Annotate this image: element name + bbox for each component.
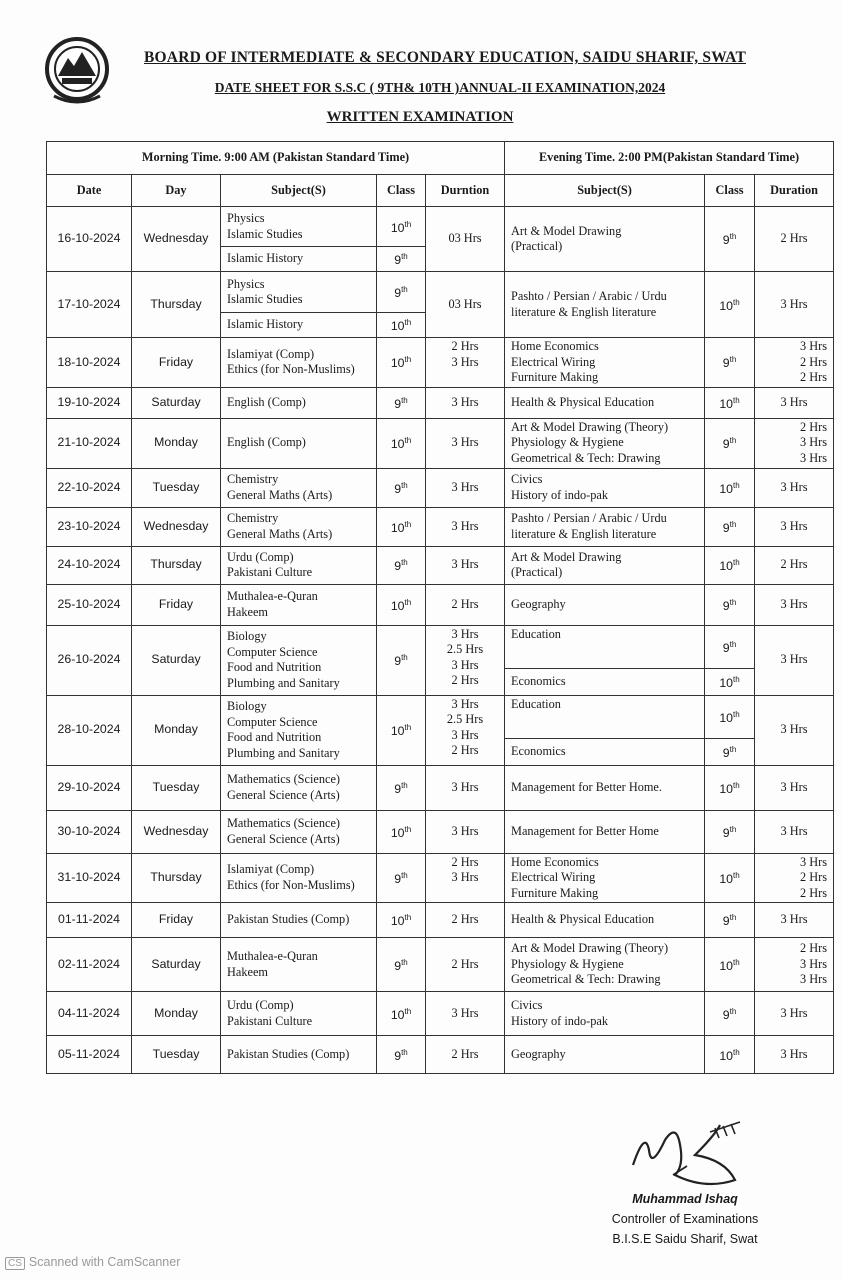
morning-class-cell: 9th (377, 765, 426, 810)
date-cell: 23-10-2024 (47, 507, 132, 546)
date-cell: 02-11-2024 (47, 938, 132, 992)
morning-subject-cell: Muthalea-e-Quran Hakeem (221, 584, 377, 625)
morning-subject-cell: Chemistry General Maths (Arts) (221, 468, 377, 507)
evening-subject-cell: Health & Physical Education (505, 387, 705, 418)
evening-class-cell: 10th (705, 853, 755, 903)
evening-class-cell: 9th (705, 207, 755, 272)
date-cell: 28-10-2024 (47, 695, 132, 765)
evening-duration-cell: 3 Hrs (755, 507, 834, 546)
table-row (47, 810, 834, 853)
evening-subject-cell: Education (505, 625, 705, 668)
morning-subject-cell: Biology Computer Science Food and Nutrition Plumbing and Sanitary (221, 625, 377, 695)
column-header: Day (132, 175, 221, 207)
exam-type-title: WRITTEN EXAMINATION (326, 109, 514, 125)
evening-subject-cell: Home Economics Electrical Wiring Furniture Making (505, 338, 705, 388)
morning-duration-cell: 2 Hrs 3 Hrs (426, 338, 505, 388)
evening-class-cell: 9th (705, 338, 755, 388)
date-cell: 26-10-2024 (47, 625, 132, 695)
camscanner-icon: CS (5, 1257, 25, 1270)
evening-class-cell: 9th (705, 903, 755, 938)
day-cell: Thursday (132, 546, 221, 584)
evening-class-cell: 10th (705, 765, 755, 810)
table-row (47, 207, 834, 247)
morning-duration-cell: 3 Hrs (426, 418, 505, 468)
evening-class-cell: 10th (705, 546, 755, 584)
morning-duration-cell: 03 Hrs (426, 207, 505, 272)
evening-subject-cell: Art & Model Drawing (Practical) (505, 546, 705, 584)
date-cell: 21-10-2024 (47, 418, 132, 468)
morning-class-cell: 10th (377, 207, 426, 247)
evening-class-cell: 9th (705, 738, 755, 765)
table-row (47, 992, 834, 1036)
evening-subject-cell: Art & Model Drawing (Theory) Physiology & Hygiene Geometrical & Tech: Drawing (505, 418, 705, 468)
evening-duration-cell: 3 Hrs 2 Hrs 2 Hrs (755, 853, 834, 903)
morning-class-cell: 9th (377, 1036, 426, 1074)
evening-subject-cell: Civics History of indo-pak (505, 468, 705, 507)
evening-subject-cell: Civics History of indo-pak (505, 992, 705, 1036)
day-cell: Wednesday (132, 207, 221, 272)
evening-duration-cell: 2 Hrs (755, 546, 834, 584)
evening-class-cell: 10th (705, 272, 755, 338)
morning-class-cell: 10th (377, 338, 426, 388)
day-cell: Tuesday (132, 468, 221, 507)
evening-duration-cell: 3 Hrs (755, 810, 834, 853)
evening-subject-cell: Economics (505, 738, 705, 765)
morning-duration-cell: 2 Hrs (426, 1036, 505, 1074)
table-row (47, 584, 834, 625)
day-cell: Saturday (132, 938, 221, 992)
morning-subject-cell: Islamic History (221, 313, 377, 338)
morning-class-cell: 10th (377, 903, 426, 938)
date-sheet-table (46, 141, 834, 1074)
morning-duration-cell: 3 Hrs (426, 546, 505, 584)
board-title: BOARD OF INTERMEDIATE & SECONDARY EDUCATION, SAIDU SHARIF, SWAT (144, 49, 746, 66)
morning-subject-cell: Pakistan Studies (Comp) (221, 903, 377, 938)
evening-duration-cell: 3 Hrs (755, 468, 834, 507)
morning-class-cell: 9th (377, 938, 426, 992)
morning-subject-cell: Muthalea-e-Quran Hakeem (221, 938, 377, 992)
table-row (47, 418, 834, 468)
evening-duration-cell: 2 Hrs (755, 207, 834, 272)
evening-class-cell: 10th (705, 938, 755, 992)
table-row (47, 903, 834, 938)
evening-subject-cell: Economics (505, 668, 705, 695)
column-header: Duration (755, 175, 834, 207)
signature-mark (615, 1120, 755, 1195)
evening-class-cell: 9th (705, 584, 755, 625)
evening-session-header: Evening Time. 2:00 PM(Pakistan Standard Time) (505, 142, 834, 175)
morning-duration-cell: 03 Hrs (426, 272, 505, 338)
morning-class-cell: 10th (377, 584, 426, 625)
evening-duration-cell: 3 Hrs (755, 695, 834, 765)
column-header-row (47, 175, 834, 207)
evening-subject-cell: Geography (505, 1036, 705, 1074)
morning-subject-cell: English (Comp) (221, 418, 377, 468)
board-logo (44, 36, 110, 106)
day-cell: Thursday (132, 853, 221, 903)
morning-subject-cell: Mathematics (Science) General Science (Arts) (221, 765, 377, 810)
day-cell: Tuesday (132, 1036, 221, 1074)
table-row (47, 1036, 834, 1074)
day-cell: Thursday (132, 272, 221, 338)
table-row (47, 468, 834, 507)
morning-duration-cell: 3 Hrs (426, 992, 505, 1036)
evening-duration-cell: 3 Hrs 2 Hrs 2 Hrs (755, 338, 834, 388)
morning-subject-cell: Mathematics (Science) General Science (Arts) (221, 810, 377, 853)
day-cell: Friday (132, 584, 221, 625)
column-header: Date (47, 175, 132, 207)
date-cell: 05-11-2024 (47, 1036, 132, 1074)
evening-subject-cell: Home Economics Electrical Wiring Furniture Making (505, 853, 705, 903)
day-cell: Saturday (132, 387, 221, 418)
evening-class-cell: 9th (705, 992, 755, 1036)
morning-subject-cell: Islamiyat (Comp) Ethics (for Non-Muslims) (221, 338, 377, 388)
morning-subject-cell: Islamic History (221, 247, 377, 272)
morning-class-cell: 10th (377, 992, 426, 1036)
column-header: Subject(S) (221, 175, 377, 207)
morning-class-cell: 10th (377, 507, 426, 546)
date-cell: 29-10-2024 (47, 765, 132, 810)
table-row (47, 507, 834, 546)
evening-subject-cell: Pashto / Persian / Arabic / Urdu literature & English literature (505, 272, 705, 338)
evening-duration-cell: 3 Hrs (755, 387, 834, 418)
evening-duration-cell: 3 Hrs (755, 903, 834, 938)
morning-duration-cell: 2 Hrs (426, 584, 505, 625)
day-cell: Monday (132, 695, 221, 765)
table-row (47, 387, 834, 418)
morning-class-cell: 10th (377, 695, 426, 765)
evening-subject-cell: Geography (505, 584, 705, 625)
evening-duration-cell: 3 Hrs (755, 765, 834, 810)
morning-class-cell: 9th (377, 272, 426, 313)
signatory-title: Controller of Examinations (611, 1212, 759, 1226)
morning-subject-cell: Chemistry General Maths (Arts) (221, 507, 377, 546)
column-header: Class (705, 175, 755, 207)
evening-subject-cell: Management for Better Home (505, 810, 705, 853)
date-cell: 04-11-2024 (47, 992, 132, 1036)
date-cell: 30-10-2024 (47, 810, 132, 853)
date-cell: 24-10-2024 (47, 546, 132, 584)
morning-subject-cell: Urdu (Comp) Pakistani Culture (221, 992, 377, 1036)
morning-duration-cell: 3 Hrs 2.5 Hrs 3 Hrs 2 Hrs (426, 695, 505, 765)
evening-class-cell: 10th (705, 1036, 755, 1074)
evening-class-cell: 9th (705, 418, 755, 468)
table-row (47, 546, 834, 584)
morning-class-cell: 9th (377, 625, 426, 695)
morning-subject-cell: Urdu (Comp) Pakistani Culture (221, 546, 377, 584)
evening-duration-cell: 2 Hrs 3 Hrs 3 Hrs (755, 418, 834, 468)
evening-subject-cell: Education (505, 695, 705, 738)
day-cell: Monday (132, 418, 221, 468)
morning-class-cell: 10th (377, 313, 426, 338)
day-cell: Friday (132, 903, 221, 938)
evening-duration-cell: 3 Hrs (755, 272, 834, 338)
evening-duration-cell: 3 Hrs (755, 1036, 834, 1074)
date-cell: 25-10-2024 (47, 584, 132, 625)
evening-duration-cell: 3 Hrs (755, 584, 834, 625)
signatory-name: Muhammad Ishaq (632, 1192, 738, 1206)
day-cell: Wednesday (132, 810, 221, 853)
day-cell: Friday (132, 338, 221, 388)
evening-subject-cell: Art & Model Drawing (Practical) (505, 207, 705, 272)
evening-subject-cell: Pashto / Persian / Arabic / Urdu literature & English literature (505, 507, 705, 546)
column-header: Durntion (426, 175, 505, 207)
column-header: Class (377, 175, 426, 207)
date-cell: 17-10-2024 (47, 272, 132, 338)
morning-subject-cell: Biology Computer Science Food and Nutrition Plumbing and Sanitary (221, 695, 377, 765)
date-cell: 16-10-2024 (47, 207, 132, 272)
morning-duration-cell: 3 Hrs (426, 468, 505, 507)
day-cell: Saturday (132, 625, 221, 695)
evening-class-cell: 9th (705, 625, 755, 668)
morning-class-cell: 9th (377, 546, 426, 584)
table-row (47, 338, 834, 388)
day-cell: Monday (132, 992, 221, 1036)
date-cell: 31-10-2024 (47, 853, 132, 903)
date-cell: 19-10-2024 (47, 387, 132, 418)
morning-class-cell: 9th (377, 853, 426, 903)
signatory-office: B.I.S.E Saidu Sharif, Swat (612, 1232, 758, 1246)
morning-subject-cell: English (Comp) (221, 387, 377, 418)
date-cell: 22-10-2024 (47, 468, 132, 507)
day-cell: Tuesday (132, 765, 221, 810)
morning-class-cell: 9th (377, 387, 426, 418)
table-row (47, 272, 834, 313)
morning-class-cell: 10th (377, 810, 426, 853)
morning-duration-cell: 3 Hrs (426, 507, 505, 546)
table-row (47, 695, 834, 738)
evening-class-cell: 10th (705, 387, 755, 418)
column-header: Subject(S) (505, 175, 705, 207)
evening-subject-cell: Health & Physical Education (505, 903, 705, 938)
morning-duration-cell: 2 Hrs (426, 903, 505, 938)
evening-subject-cell: Management for Better Home. (505, 765, 705, 810)
morning-duration-cell: 3 Hrs 2.5 Hrs 3 Hrs 2 Hrs (426, 625, 505, 695)
morning-duration-cell: 2 Hrs 3 Hrs (426, 853, 505, 903)
morning-duration-cell: 3 Hrs (426, 810, 505, 853)
morning-duration-cell: 3 Hrs (426, 387, 505, 418)
morning-subject-cell: Pakistan Studies (Comp) (221, 1036, 377, 1074)
morning-duration-cell: 3 Hrs (426, 765, 505, 810)
morning-subject-cell: Physics Islamic Studies (221, 207, 377, 247)
date-cell: 01-11-2024 (47, 903, 132, 938)
date-cell: 18-10-2024 (47, 338, 132, 388)
evening-class-cell: 9th (705, 507, 755, 546)
morning-subject-cell: Physics Islamic Studies (221, 272, 377, 313)
table-row (47, 625, 834, 668)
morning-duration-cell: 2 Hrs (426, 938, 505, 992)
morning-session-header: Morning Time. 9:00 AM (Pakistan Standard Time) (47, 142, 505, 175)
evening-duration-cell: 3 Hrs (755, 625, 834, 695)
date-sheet-title: DATE SHEET FOR S.S.C ( 9TH& 10TH )ANNUAL-II EXAMINATION,2024 (214, 80, 666, 95)
evening-duration-cell: 3 Hrs (755, 992, 834, 1036)
evening-class-cell: 9th (705, 810, 755, 853)
day-cell: Wednesday (132, 507, 221, 546)
evening-class-cell: 10th (705, 668, 755, 695)
camscanner-watermark (5, 1255, 180, 1270)
table-row (47, 853, 834, 903)
table-row (47, 938, 834, 992)
evening-class-cell: 10th (705, 695, 755, 738)
evening-duration-cell: 2 Hrs 3 Hrs 3 Hrs (755, 938, 834, 992)
camscanner-text: Scanned with CamScanner (28, 1255, 181, 1269)
morning-class-cell: 9th (377, 468, 426, 507)
morning-class-cell: 9th (377, 247, 426, 272)
table-row (47, 765, 834, 810)
evening-class-cell: 10th (705, 468, 755, 507)
morning-class-cell: 10th (377, 418, 426, 468)
evening-subject-cell: Art & Model Drawing (Theory) Physiology & Hygiene Geometrical & Tech: Drawing (505, 938, 705, 992)
morning-subject-cell: Islamiyat (Comp) Ethics (for Non-Muslims) (221, 853, 377, 903)
